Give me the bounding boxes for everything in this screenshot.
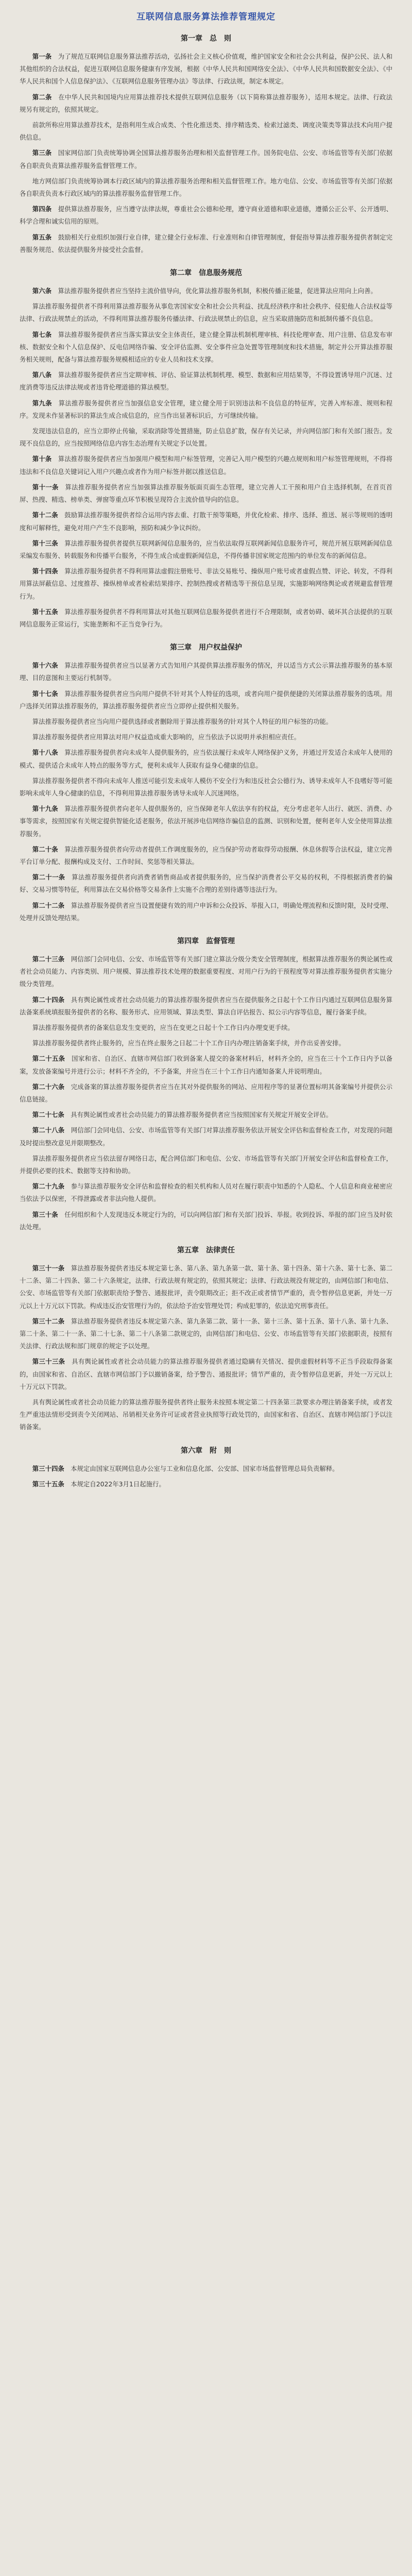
article-text: 在中华人民共和国境内应用算法推荐技术提供互联网信息服务（以下简称算法推荐服务），适用本规定。法律、行政法规另有规定的，依照其规定。: [20, 93, 393, 113]
article-text: 具有舆论属性或者社会动员能力的算法推荐服务提供者应当在提供服务之日起十个工作日内通过互联网信息服务算法备案系统填报服务提供者的名称、服务形式、应用领域、算法类型、算法自评估报告、拟公示内容等信息，履行备案手续。: [20, 995, 393, 1016]
article-number: 第十三条: [32, 539, 58, 547]
chapter-heading: 第一章 总 则: [181, 35, 231, 43]
article-paragraph: [20, 775, 392, 800]
article-text: 算法推荐服务提供者不得利用算法推荐服务从事危害国家安全和社会公共利益、扰乱经济秩序和社会秩序、侵犯他人合法权益等法律、行政法规禁止的活动，不得利用算法推荐服务传播法律、行政法规禁止的信息，应当采取措施防范和抵制传播不良信息。: [20, 302, 392, 323]
article-paragraph: [20, 119, 392, 144]
article-text: 算法推荐服务提供者应用算法对用户权益造成重大影响的，应当依法予以说明并承担相应责任。: [32, 733, 301, 741]
article-paragraph: [20, 537, 392, 562]
article-text: 算法推荐服务提供者违反本规定第七条、第八条、第九条第一款、第十条、第十四条、第十六条、第十七条、第二十二条、第二十四条、第二十六条规定，法律、行政法规有规定的，依照其规定；法律、行政法规没有规定的，由网信部门和电信、公安、市场监管等有关部门依据职责给予警告、通报批评，责令限期改正；拒不改正或者情节严重的，责令暂停信息更新，并处一万元以上十万元以下罚款。构成违反治安管理行为的，依法给予治安管理处罚；构成犯罪的，依法追究刑事责任。: [20, 1264, 393, 1310]
article-paragraph: [20, 1124, 392, 1149]
article-paragraph: [20, 1109, 392, 1121]
article-paragraph: [20, 369, 392, 394]
article-number: 第四条: [32, 205, 52, 213]
article-number: 第五条: [32, 233, 52, 241]
article-paragraph: [20, 994, 392, 1019]
document-body: [20, 33, 392, 1490]
article-number: 第十九条: [32, 805, 58, 813]
article-text: 具有舆论属性或者社会动员能力的算法推荐服务提供者通过隐瞒有关情况、提供虚假材料等不正当手段取得备案的，由国家和省、自治区、直辖市网信部门予以撤销备案，给予警告、通报批评；情节严重的，责令暂停信息更新，并处一万元以上十万元以下罚款。: [20, 1358, 392, 1391]
article-number: 第二条: [32, 93, 52, 101]
chapter-heading: 第四章 监督管理: [177, 937, 235, 945]
article-paragraph: [20, 147, 392, 172]
article-number: 第一条: [32, 53, 52, 60]
article-text: 算法推荐服务提供者向消费者销售商品或者提供服务的，应当保护消费者公平交易的权利，不得根据消费者的偏好、交易习惯等特征，利用算法在交易价格等交易条件上实施不合理的差别待遇等违法行为。: [20, 873, 392, 894]
chapter-heading: 第三章 用户权益保护: [170, 643, 242, 652]
article-paragraph: [20, 1081, 392, 1106]
chapter-heading: 第二章 信息服务规范: [170, 269, 242, 278]
article-paragraph: [20, 1315, 392, 1353]
article-text: 算法推荐服务提供者的备案信息发生变更的，应当在变更之日起十个工作日内办理变更手续。: [32, 1024, 294, 1031]
article-paragraph: [20, 1053, 392, 1077]
article-text: 算法推荐服务提供者违反本规定第六条、第九条第二款、第十一条、第十三条、第十五条、第十八条、第十九条、第二十条、第二十一条、第二十七条、第二十八条第二款规定的，由网信部门和电信、公安、市场监管等有关部门依据职责，按照有关法律、行政法规和部门规章的规定予以处理。: [20, 1317, 393, 1350]
article-paragraph: [20, 659, 392, 684]
article-number: 第三条: [32, 149, 52, 157]
article-paragraph: [20, 1180, 392, 1205]
article-number: 第三十四条: [32, 1464, 64, 1472]
article-number: 第二十三条: [32, 955, 65, 963]
article-text: 为了规范互联网信息服务算法推荐活动，弘扬社会主义核心价值观，维护国家安全和社会公共利益，保护公民、法人和其他组织的合法权益，促进互联网信息服务健康有序发展，根据《中华人民共和国网络安全法》、《中华人民共和国数据安全法》、《中华人民共和国个人信息保护法》、《互联网信息服务管理办法》等法律、行政法规，制定本规定。: [20, 53, 393, 86]
article-text: 算法推荐服务提供者应当加强用户模型和用户标签管理，完善记入用户模型的兴趣点规则和用户标签管理规则，不得将违法和不良信息关键词记入用户兴趣点或者作为用户标签并据以推送信息。: [20, 455, 393, 476]
article-text: 算法推荐服务提供者应当依法留存网络日志，配合网信部门和电信、公安、市场监管等有关部门开展安全评估和监督检查工作，并提供必要的技术、数据等支持和协助。: [20, 1154, 392, 1175]
article-number: 第八条: [32, 371, 52, 379]
article-number: 第十六条: [32, 662, 58, 670]
article-text: 算法推荐服务提供者向老年人提供服务的，应当保障老年人依法享有的权益，充分考虑老年人出行、就医、消费、办事等需求，按照国家有关规定提供智能化适老服务，依法开展涉电信网络诈骗信息的监测、识别和处置，便利老年人安全使用算法推荐服务。: [20, 805, 393, 838]
article-text: 具有舆论属性或者社会动员能力的算法推荐服务提供者终止服务未按照本规定第二十四条第三款要求办理注销备案手续，或者发生严重违法情形受到责令关闭网站、吊销相关业务许可证或者营业执照等行政处罚的，由国家和省、自治区、直辖市网信部门予以注销备案。: [20, 1398, 392, 1431]
article-number: 第三十一条: [32, 1264, 65, 1273]
article-number: 第二十五条: [32, 1055, 65, 1063]
article-text: 鼓励算法推荐服务提供者综合运用内容去重、打散干预等策略，并优化检索、排序、选择、推送、展示等规则的透明度和可解释性，避免对用户产生不良影响，预防和减少争议纠纷。: [20, 511, 393, 532]
article-paragraph: [20, 1037, 392, 1049]
article-text: 地方网信部门负责统筹协调本行政区域内的算法推荐服务治理和相关监督管理工作。地方电信、公安、市场监管等有关部门依据各自职责负责本行政区域内的算法推荐服务监督管理工作。: [20, 177, 392, 198]
article-number: 第六条: [32, 287, 52, 295]
article-paragraph: [20, 803, 392, 840]
article-paragraph: [20, 329, 392, 366]
article-text: 算法推荐服务提供者应当落实算法安全主体责任，建立健全算法机制机理审核、科技伦理审查、用户注册、信息发布审核、数据安全和个人信息保护、反电信网络诈骗、安全评估监测、安全事件应急处置等管理制度和技术措施，制定并公开算法推荐服务相关规则，配备与算法推荐服务规模相适应的专业人员和技术支撑。: [20, 330, 393, 364]
article-paragraph: [20, 1022, 392, 1034]
article-text: 参与算法推荐服务安全评估和监督检查的相关机构和人员对在履行职责中知悉的个人隐私、个人信息和商业秘密应当依法予以保密，不得泄露或者非法向他人提供。: [20, 1182, 393, 1203]
article-text: 算法推荐服务提供者应当向用户提供不针对其个人特征的选项，或者向用户提供便捷的关闭算法推荐服务的选项。用户选择关闭算法推荐服务的，算法推荐服务提供者应当立即停止提供相关服务。: [20, 689, 393, 710]
article-number: 第二十一条: [32, 873, 65, 882]
article-number: 第三十五条: [32, 1480, 64, 1488]
article-text: 算法推荐服务提供者应当以显著方式告知用户其提供算法推荐服务的情况，并以适当方式公示算法推荐服务的基本原理、目的意图和主要运行机制等。: [20, 662, 393, 682]
article-number: 第三十三条: [32, 1358, 65, 1366]
article-text: 算法推荐服务提供者终止服务的，应当在终止服务之日起二十个工作日内办理注销备案手续，并作出妥善安排。: [32, 1039, 345, 1047]
article-paragraph: [20, 747, 392, 771]
article-text: 任何组织和个人发现违反本规定行为的，可以向网信部门和有关部门投诉、举报。收到投诉、举报的部门应当及时依法处理。: [20, 1210, 393, 1231]
article-text: 国家和省、自治区、直辖市网信部门收到备案人提交的备案材料后，材料齐全的，应当在三十个工作日内予以备案，发放备案编号并进行公示；材料不齐全的，不予备案，并应当在三十个工作日内通知备案人并说明理由。: [20, 1055, 392, 1075]
article-paragraph: [20, 425, 392, 450]
article-paragraph: [20, 1463, 392, 1475]
article-paragraph: [20, 900, 392, 924]
article-paragraph: [20, 1396, 392, 1434]
article-number: 第十二条: [32, 511, 58, 519]
article-paragraph: [20, 953, 392, 991]
article-text: 提供算法推荐服务，应当遵守法律法规，尊重社会公德和伦理，遵守商业道德和职业道德，遵循公正公平、公开透明、科学合理和诚实信用的原则。: [20, 205, 393, 226]
article-text: 算法推荐服务提供者应当加强信息安全管理，建立健全用于识别违法和不良信息的特征库，完善入库标准、规则和程序。发现未作显著标识的算法生成合成信息的，应当作出显著标识后，方可继续传输。: [20, 399, 392, 419]
article-paragraph: [20, 688, 392, 713]
article-paragraph: [20, 203, 392, 228]
article-paragraph: [20, 843, 392, 868]
article-text: 完成备案的算法推荐服务提供者应当在其对外提供服务的网站、应用程序等的显著位置标明其备案编号并提供公示信息链接。: [20, 1082, 393, 1104]
article-paragraph: [20, 91, 392, 116]
article-number: 第十四条: [32, 567, 58, 575]
article-number: 第三十二条: [32, 1317, 65, 1325]
chapter-heading: 第六章 附 则: [181, 1446, 231, 1455]
article-paragraph: [20, 871, 392, 896]
article-paragraph: [20, 453, 392, 478]
article-text: 本规定由国家互联网信息办公室与工业和信息化部、公安部、国家市场监督管理总局负责解释。: [71, 1464, 339, 1472]
article-number: 第十五条: [32, 607, 58, 616]
article-text: 具有舆论属性或者社会动员能力的算法推荐服务提供者应当按照国家有关规定开展安全评估。: [71, 1111, 333, 1119]
article-text: 本规定自2022年3月1日起施行。: [71, 1480, 165, 1488]
article-paragraph: [20, 175, 392, 200]
article-text: 算法推荐服务提供者不得利用算法对其他互联网信息服务提供者进行不合理限制，或者妨碍、破坏其合法提供的互联网信息服务正常运行，实施垄断和不正当竞争行为。: [20, 607, 393, 628]
article-paragraph: [20, 565, 392, 603]
article-paragraph: [20, 397, 392, 422]
article-text: 算法推荐服务提供者提供互联网新闻信息服务的，应当依法取得互联网新闻信息服务许可，规范开展互联网新闻信息采编发布服务、转载服务和传播平台服务，不得生成合成虚假新闻信息，不得传播非国家规定范围内的单位发布的新闻信息。: [20, 539, 393, 560]
article-text: 网信部门会同电信、公安、市场监管等有关部门建立算法分级分类安全管理制度，根据算法推荐服务的舆论属性或者社会动员能力、内容类别、用户规模、算法推荐技术处理的数据重要程度、对用户行为的干预程度等对算法推荐服务提供者实施分级分类管理。: [20, 955, 393, 988]
article-text: 网信部门会同电信、公安、市场监管等有关部门对算法推荐服务依法开展安全评估和监督检查工作，对发现的问题及时提出整改意见并限期整改。: [20, 1126, 393, 1147]
article-text: 算法推荐服务提供者应当向用户提供选择或者删除用于算法推荐服务的针对其个人特征的用户标签的功能。: [32, 717, 333, 725]
article-paragraph: [20, 285, 392, 297]
article-number: 第十七条: [32, 689, 58, 698]
article-paragraph: [20, 731, 392, 743]
article-text: 算法推荐服务提供者应当加强算法推荐服务版面页面生态管理，建立完善人工干预和用户自主选择机制，在首页首屏、热搜、精选、榜单类、弹窗等重点环节积极呈现符合主流价值导向的信息。: [20, 483, 392, 504]
article-paragraph: [20, 509, 392, 534]
article-text: 算法推荐服务提供者应当设置便捷有效的用户申诉和公众投诉、举报入口，明确处理流程和反馈时限，及时受理、处理并反馈处理结果。: [20, 901, 393, 922]
article-paragraph: [20, 231, 392, 256]
article-text: 发现违法信息的，应当立即停止传输，采取消除等处置措施，防止信息扩散，保存有关记录，并向网信部门和有关部门报告。发现不良信息的，应当按照网络信息内容生态治理有关规定予以处置。: [20, 427, 392, 448]
article-number: 第十条: [32, 455, 52, 463]
article-number: 第十一条: [32, 483, 59, 491]
article-paragraph: [20, 1355, 392, 1393]
article-paragraph: [20, 1478, 392, 1490]
article-number: 第二十九条: [32, 1182, 65, 1191]
article-text: 算法推荐服务提供者应当坚持主流价值导向，优化算法推荐服务机制，积极传播正能量，促进算法应用向上向善。: [58, 287, 377, 295]
article-number: 第九条: [32, 399, 52, 407]
article-paragraph: [20, 300, 392, 325]
article-paragraph: [20, 50, 392, 88]
article-number: 第二十二条: [32, 901, 65, 909]
article-paragraph: [20, 606, 392, 631]
article-number: 第十八条: [32, 749, 58, 757]
article-text: 算法推荐服务提供者不得利用算法虚假注册账号、非法交易账号、操纵用户账号或者虚假点赞、评论、转发，不得利用算法屏蔽信息、过度推荐、操纵榜单或者检索结果排序、控制热搜或者精选等干预信息呈现，实施影响网络舆论或者规避监督管理行为。: [20, 567, 393, 600]
article-text: 鼓励相关行业组织加强行业自律，建立健全行业标准、行业准则和自律管理制度，督促指导算法推荐服务提供者制定完善服务规范、依法提供服务并接受社会监督。: [20, 233, 393, 253]
article-text: 国家网信部门负责统筹协调全国算法推荐服务治理和相关监督管理工作。国务院电信、公安、市场监管等有关部门依据各自职责负责算法推荐服务监督管理工作。: [20, 149, 393, 170]
page-title: 互联网信息服务算法推荐管理规定: [136, 12, 276, 22]
article-number: 第二十七条: [32, 1111, 64, 1119]
article-number: 第三十条: [32, 1210, 58, 1218]
article-text: 算法推荐服务提供者应当定期审核、评估、验证算法机制机理、模型、数据和应用结果等，不得设置诱导用户沉迷、过度消费等违反法律法规或者违背伦理道德的算法模型。: [20, 371, 393, 392]
article-paragraph: [20, 481, 392, 506]
article-text: 算法推荐服务提供者向劳动者提供工作调度服务的，应当保护劳动者取得劳动报酬、休息休假等合法权益，建立完善平台订单分配、报酬构成及支付、工作时间、奖惩等相关算法。: [20, 845, 393, 866]
article-number: 第二十条: [32, 845, 58, 853]
article-number: 第二十六条: [32, 1082, 65, 1091]
article-text: 算法推荐服务提供者不得向未成年人推送可能引发未成年人模仿不安全行为和违反社会公德行为、诱导未成年人不良嗜好等可能影响未成年人身心健康的信息，不得利用算法推荐服务诱导未成年人沉迷网络。: [20, 776, 392, 797]
article-number: 第七条: [32, 330, 52, 338]
article-paragraph: [20, 1153, 392, 1177]
chapter-heading: 第五章 法律责任: [177, 1246, 235, 1255]
article-number: 第二十四条: [32, 995, 65, 1004]
article-paragraph: [20, 1209, 392, 1233]
article-text: 前款所称应用算法推荐技术，是指利用生成合成类、个性化推送类、排序精选类、检索过滤类、调度决策类等算法技术向用户提供信息。: [20, 121, 392, 142]
article-paragraph: [20, 716, 392, 728]
article-text: 算法推荐服务提供者向未成年人提供服务的，应当依法履行未成年人网络保护义务，并通过开发适合未成年人使用的模式、提供适合未成年人特点的服务等方式，便利未成年人获取有益身心健康的信息。: [20, 749, 393, 769]
article-number: 第二十八条: [32, 1126, 65, 1134]
article-paragraph: [20, 1262, 392, 1312]
